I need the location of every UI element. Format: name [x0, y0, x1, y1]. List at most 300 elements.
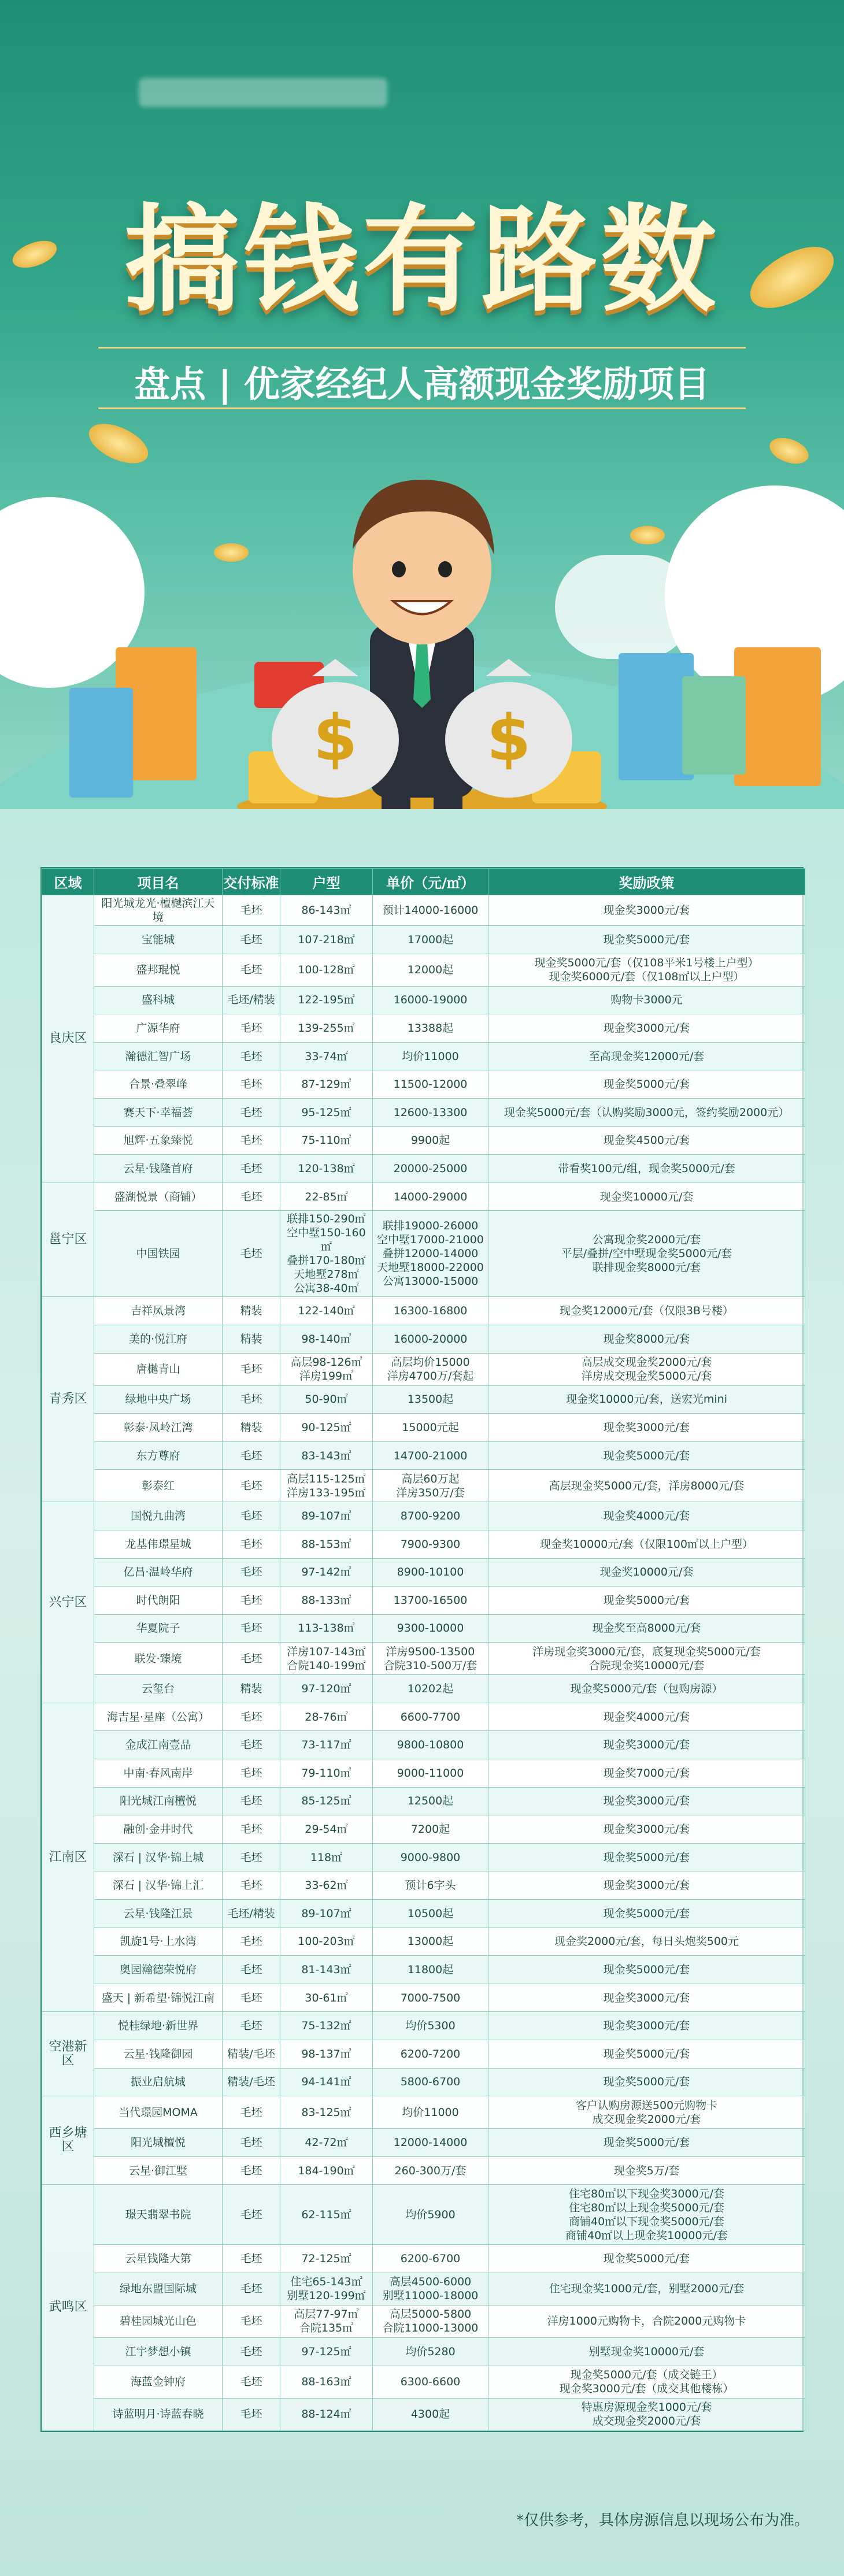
table-cell: 20000-25000	[373, 1155, 488, 1183]
table-cell: 13388起	[373, 1014, 488, 1043]
table-cell: 毛坯/精装	[223, 1900, 280, 1928]
table-cell: 现金奖5000元/套	[488, 1843, 805, 1871]
table-cell: 100-203㎡	[280, 1928, 373, 1956]
table-cell: 7900-9300	[373, 1530, 488, 1558]
table-cell: 联发·臻境	[94, 1643, 223, 1675]
table-cell: 毛坯	[223, 1759, 280, 1788]
district-cell: 空港新区	[42, 2012, 94, 2096]
table-row	[42, 1014, 805, 1043]
table-cell: 毛坯	[223, 2012, 280, 2040]
table-row	[42, 2273, 805, 2305]
column-header: 户型	[280, 869, 373, 895]
table-cell: 毛坯	[223, 1614, 280, 1643]
table-cell: 95-125㎡	[280, 1098, 373, 1126]
table-cell: 振业启航城	[94, 2068, 223, 2096]
table-cell: 精装/毛坯	[223, 2068, 280, 2096]
table-row	[42, 1759, 805, 1788]
table-cell: 现金奖3000元/套	[488, 895, 805, 926]
table-cell: 5800-6700	[373, 2068, 488, 2096]
table-cell: 88-124㎡	[280, 2398, 373, 2430]
table-row	[42, 1126, 805, 1155]
table-cell: 毛坯	[223, 895, 280, 926]
table-cell: 联排19000-26000 空中墅17000-21000 叠拼12000-14000 天地墅18000-22000 公寓13000-15000	[373, 1211, 488, 1297]
table-row	[42, 1414, 805, 1442]
table-row	[42, 1900, 805, 1928]
table-row	[42, 1297, 805, 1325]
table-cell: 吉祥凤景湾	[94, 1297, 223, 1325]
table-cell: 亿昌·温岭华府	[94, 1558, 223, 1587]
table-cell: 14700-21000	[373, 1441, 488, 1470]
table-cell: 现金奖5000元/套	[488, 1070, 805, 1099]
district-cell: 江南区	[42, 1703, 94, 2012]
table-cell: 云玺台	[94, 1675, 223, 1703]
table-row	[42, 1787, 805, 1815]
table-cell: 至高现金奖12000元/套	[488, 1042, 805, 1070]
table-cell: 17000起	[373, 926, 488, 954]
table-cell: 云星·钱隆江景	[94, 1900, 223, 1928]
table-cell: 81-143㎡	[280, 1956, 373, 1984]
table-cell: 现金奖5000元/套（仅108平米1号楼上户型） 现金奖6000元/套（仅108㎡以上户型）	[488, 954, 805, 986]
table-cell: 阳光城檀悦	[94, 2129, 223, 2157]
table-row	[42, 2185, 805, 2245]
district-cell: 邕宁区	[42, 1183, 94, 1297]
table-cell: 毛坯	[223, 2129, 280, 2157]
column-header: 交付标准	[223, 869, 280, 895]
table-cell: 毛坯	[223, 1211, 280, 1297]
table-cell: 毛坯	[223, 2245, 280, 2273]
table-cell: 东方尊府	[94, 1441, 223, 1470]
page-title: 搞钱有路数	[124, 193, 720, 328]
table-cell: 诗蓝明月·诗蓝春晓	[94, 2398, 223, 2430]
table-cell: 72-125㎡	[280, 2245, 373, 2273]
table-cell: 精装	[223, 1325, 280, 1353]
table-cell: 均价5900	[373, 2185, 488, 2245]
table-cell: 云星·钱隆首府	[94, 1155, 223, 1183]
table-cell: 客户认购房源送500元购物卡 成交现金奖2000元/套	[488, 2096, 805, 2129]
table-cell: 83-125㎡	[280, 2096, 373, 2129]
table-cell: 33-74㎡	[280, 1042, 373, 1070]
table-cell: 唐樾青山	[94, 1353, 223, 1385]
table-cell: 现金奖3000元/套	[488, 1414, 805, 1442]
table-cell: 现金奖5000元/套	[488, 926, 805, 954]
table-row	[42, 986, 805, 1014]
table-cell: 毛坯	[223, 1155, 280, 1183]
table-cell: 118㎡	[280, 1843, 373, 1871]
table-cell: 9800-10800	[373, 1731, 488, 1759]
table-cell: 毛坯	[223, 1502, 280, 1530]
table-cell: 宝能城	[94, 926, 223, 954]
table-cell: 30-61㎡	[280, 1984, 373, 2012]
table-cell: 精装	[223, 1414, 280, 1442]
table-cell: 毛坯	[223, 1815, 280, 1844]
table-cell: 悦桂绿地·新世界	[94, 2012, 223, 2040]
table-cell: 金成江南壹品	[94, 1731, 223, 1759]
table-row	[42, 1502, 805, 1530]
table-cell: 15000元起	[373, 1414, 488, 1442]
table-cell: 毛坯	[223, 2156, 280, 2185]
page-subtitle: 盘点 | 优家经纪人高额现金奖励项目	[134, 363, 710, 405]
table-cell: 毛坯	[223, 1441, 280, 1470]
table-cell: 海吉星·星座（公寓）	[94, 1703, 223, 1731]
district-cell: 西乡塘区	[42, 2096, 94, 2185]
table-row	[42, 1843, 805, 1871]
district-cell: 武鸣区	[42, 2185, 94, 2430]
district-cell: 良庆区	[42, 895, 94, 1183]
table-cell: 精装/毛坯	[223, 2040, 280, 2069]
businessman-illustration	[0, 0, 844, 867]
hero-banner	[0, 0, 844, 867]
table-cell: 毛坯	[223, 2337, 280, 2366]
table-cell: 现金奖5000元/套	[488, 1441, 805, 1470]
table-cell: 精装	[223, 1297, 280, 1325]
table-cell: 盛湖悦景（商铺）	[94, 1183, 223, 1211]
table-cell: 均价5300	[373, 2012, 488, 2040]
table-cell: 中国铁园	[94, 1211, 223, 1297]
table-cell: 毛坯	[223, 1470, 280, 1502]
table-cell: 86-143㎡	[280, 895, 373, 926]
table-cell: 33-62㎡	[280, 1871, 373, 1900]
table-cell: 毛坯	[223, 1385, 280, 1414]
table-cell: 6600-7700	[373, 1703, 488, 1731]
table-row	[42, 1587, 805, 1615]
table-cell: 毛坯	[223, 1956, 280, 1984]
table-row	[42, 2068, 805, 2096]
table-cell: 9300-10000	[373, 1614, 488, 1643]
table-cell: 洋房现金奖3000元/套，底复现金奖5000元/套 合院现金奖10000元/套	[488, 1643, 805, 1675]
table-cell: 阳光城龙光·檀樾滨江天境	[94, 895, 223, 926]
table-cell: 12600-13300	[373, 1098, 488, 1126]
table-cell: 盛科城	[94, 986, 223, 1014]
footnote: *仅供参考，具体房源信息以现场公布为准。	[516, 2512, 809, 2529]
table-cell: 毛坯	[223, 1042, 280, 1070]
table-row	[42, 2366, 805, 2398]
table-cell: 29-54㎡	[280, 1815, 373, 1844]
table-row	[42, 1703, 805, 1731]
table-cell: 79-110㎡	[280, 1759, 373, 1788]
district-cell: 青秀区	[42, 1297, 94, 1502]
table-cell: 现金奖10000元/套	[488, 1183, 805, 1211]
table-cell: 73-117㎡	[280, 1731, 373, 1759]
table-cell: 现金奖5000元/套（包购房源）	[488, 1675, 805, 1703]
table-row	[42, 1353, 805, 1385]
table-row	[42, 2398, 805, 2430]
table-cell: 9900起	[373, 1126, 488, 1155]
table-row	[42, 1928, 805, 1956]
column-header: 项目名	[94, 869, 223, 895]
table-cell: 现金奖5000元/套	[488, 1900, 805, 1928]
table-row	[42, 2245, 805, 2273]
table-row	[42, 1098, 805, 1126]
table-cell: 彰泰·凤岭江湾	[94, 1414, 223, 1442]
table-cell: 旭辉·五象臻悦	[94, 1126, 223, 1155]
svg-text:$: $	[313, 701, 358, 775]
table-cell: 公寓现金奖2000元/套 平层/叠拼/空中墅现金奖5000元/套 联排现金奖8000元/套	[488, 1211, 805, 1297]
table-cell: 现金奖10000元/套，送宏光mini	[488, 1385, 805, 1414]
table-cell: 住宅65-143㎡ 别墅120-199㎡	[280, 2273, 373, 2305]
table-row	[42, 1183, 805, 1211]
table-cell: 江宇梦想小镇	[94, 2337, 223, 2366]
table-cell: 50-90㎡	[280, 1385, 373, 1414]
table-cell: 7000-7500	[373, 1984, 488, 2012]
table-cell: 28-76㎡	[280, 1703, 373, 1731]
table-cell: 120-138㎡	[280, 1155, 373, 1183]
table-cell: 龙基伟璟星城	[94, 1530, 223, 1558]
table-row	[42, 2156, 805, 2185]
table-cell: 260-300万/套	[373, 2156, 488, 2185]
table-cell: 98-140㎡	[280, 1325, 373, 1353]
table-cell: 彰泰红	[94, 1470, 223, 1502]
table-row	[42, 2305, 805, 2337]
table-cell: 89-107㎡	[280, 1502, 373, 1530]
table-cell: 毛坯	[223, 1984, 280, 2012]
table-cell: 深石 | 汉华·锦上城	[94, 1843, 223, 1871]
table-cell: 现金奖10000元/套（仅限100㎡以上户型）	[488, 1530, 805, 1558]
table-cell: 10500起	[373, 1900, 488, 1928]
table-cell: 毛坯	[223, 1558, 280, 1587]
table-cell: 毛坯	[223, 1070, 280, 1099]
table-cell: 10202起	[373, 1675, 488, 1703]
table-cell: 深石 | 汉华·锦上汇	[94, 1871, 223, 1900]
table-cell: 均价11000	[373, 2096, 488, 2129]
table-cell: 住宅80㎡以下现金奖3000元/套 住宅80㎡以上现金奖5000元/套 商铺40㎡以下现金奖5000元/套 商铺40㎡以上现金奖10000元/套	[488, 2185, 805, 2245]
table-cell: 现金奖3000元/套	[488, 1731, 805, 1759]
table-cell: 98-137㎡	[280, 2040, 373, 2069]
table-row	[42, 1385, 805, 1414]
table-row	[42, 2129, 805, 2157]
table-row	[42, 1470, 805, 1502]
table-cell: 16300-16800	[373, 1297, 488, 1325]
table-header-row	[42, 869, 805, 895]
table-cell: 毛坯	[223, 2096, 280, 2129]
table-cell: 现金奖5000元/套（成交链王） 现金奖3000元/套（成交其他楼栋）	[488, 2366, 805, 2398]
table-cell: 97-142㎡	[280, 1558, 373, 1587]
svg-text:$: $	[486, 701, 531, 775]
table-cell: 毛坯	[223, 2273, 280, 2305]
table-cell: 特惠房源现金奖1000元/套 成交现金奖2000元/套	[488, 2398, 805, 2430]
table-cell: 现金奖3000元/套	[488, 1014, 805, 1043]
table-cell: 国悦九曲湾	[94, 1502, 223, 1530]
table-cell: 毛坯	[223, 954, 280, 986]
table-cell: 高层115-125㎡ 洋房133-195㎡	[280, 1470, 373, 1502]
table-cell: 高层均价15000 洋房4700万/套起	[373, 1353, 488, 1385]
table-cell: 现金奖3000元/套	[488, 1787, 805, 1815]
table-cell: 高层60万起 洋房350万/套	[373, 1470, 488, 1502]
table-cell: 高层77-97㎡ 合院135㎡	[280, 2305, 373, 2337]
table-cell: 75-132㎡	[280, 2012, 373, 2040]
table-cell: 139-255㎡	[280, 1014, 373, 1043]
table-cell: 毛坯	[223, 2398, 280, 2430]
table-row	[42, 1614, 805, 1643]
table-cell: 毛坯	[223, 1587, 280, 1615]
table-row	[42, 1070, 805, 1099]
table-cell: 高层5000-5800 合院11000-13000	[373, 2305, 488, 2337]
table-row	[42, 1530, 805, 1558]
table-cell: 现金奖3000元/套	[488, 1871, 805, 1900]
table-cell: 4300起	[373, 2398, 488, 2430]
table-cell: 住宅现金奖1000元/套，别墅2000元/套	[488, 2273, 805, 2305]
project-table	[40, 867, 804, 2432]
table-cell: 113-138㎡	[280, 1614, 373, 1643]
table-cell: 毛坯	[223, 2185, 280, 2245]
table-row	[42, 2337, 805, 2366]
table-cell: 97-125㎡	[280, 2337, 373, 2366]
table-cell: 云星钱隆大第	[94, 2245, 223, 2273]
table-cell: 高层成交现金奖2000元/套 洋房成交现金奖5000元/套	[488, 1353, 805, 1385]
table-row	[42, 1815, 805, 1844]
table-cell: 购物卡3000元	[488, 986, 805, 1014]
table-cell: 毛坯/精装	[223, 986, 280, 1014]
column-header: 单价（元/㎡）	[373, 869, 488, 895]
table-cell: 16000-20000	[373, 1325, 488, 1353]
table-cell: 毛坯	[223, 1703, 280, 1731]
table-cell: 均价5280	[373, 2337, 488, 2366]
table-cell: 62-115㎡	[280, 2185, 373, 2245]
table-row	[42, 1984, 805, 2012]
column-header: 区域	[42, 869, 94, 895]
table-cell: 现金奖至高8000元/套	[488, 1614, 805, 1643]
table-cell: 洋房1000元购物卡，合院2000元购物卡	[488, 2305, 805, 2337]
table-cell: 现金奖5000元/套	[488, 2068, 805, 2096]
table-cell: 联排150-290㎡ 空中墅150-160㎡ 叠拼170-180㎡ 天地墅278㎡ 公寓38-40㎡	[280, 1211, 373, 1297]
table-row	[42, 1731, 805, 1759]
table-cell: 11800起	[373, 1956, 488, 1984]
table-cell: 别墅现金奖10000元/套	[488, 2337, 805, 2366]
table-cell: 高层4500-6000 别墅11000-18000	[373, 2273, 488, 2305]
table-cell: 毛坯	[223, 1098, 280, 1126]
table-cell: 现金奖3000元/套	[488, 1815, 805, 1844]
table-cell: 华夏院子	[94, 1614, 223, 1643]
table-cell: 洋房9500-13500 合院310-500万/套	[373, 1643, 488, 1675]
table-cell: 凯旋1号·上水湾	[94, 1928, 223, 1956]
table-row	[42, 1211, 805, 1297]
table-cell: 83-143㎡	[280, 1441, 373, 1470]
table-cell: 毛坯	[223, 1530, 280, 1558]
table-cell: 美的·悦江府	[94, 1325, 223, 1353]
table-cell: 现金奖5000元/套	[488, 2245, 805, 2273]
table-cell: 盛天 | 新希望·锦悦江南	[94, 1984, 223, 2012]
table-body	[42, 895, 805, 2431]
table-cell: 精装	[223, 1675, 280, 1703]
table-row	[42, 2012, 805, 2040]
table-cell: 赛天下·幸福荟	[94, 1098, 223, 1126]
table-cell: 现金奖5000元/套（认购奖励3000元，签约奖励2000元）	[488, 1098, 805, 1126]
table-cell: 高层现金奖5000元/套，洋房8000元/套	[488, 1470, 805, 1502]
table-row	[42, 1155, 805, 1183]
table-cell: 云星·钱隆御园	[94, 2040, 223, 2069]
table-row	[42, 2040, 805, 2069]
table-cell: 现金奖10000元/套	[488, 1558, 805, 1587]
table-row	[42, 1956, 805, 1984]
district-cell: 兴宁区	[42, 1502, 94, 1703]
table-cell: 6200-6700	[373, 2245, 488, 2273]
table-cell: 16000-19000	[373, 986, 488, 1014]
table-row	[42, 1325, 805, 1353]
table-cell: 阳光城江南檀悦	[94, 1787, 223, 1815]
table-cell: 毛坯	[223, 2305, 280, 2337]
table-row	[42, 1675, 805, 1703]
table-cell: 高层98-126㎡ 洋房199㎡	[280, 1353, 373, 1385]
table-cell: 6200-7200	[373, 2040, 488, 2069]
table-cell: 87-129㎡	[280, 1070, 373, 1099]
table-cell: 85-125㎡	[280, 1787, 373, 1815]
table-cell: 璟天翡翠书院	[94, 2185, 223, 2245]
table-cell: 绿地中央广场	[94, 1385, 223, 1414]
table-cell: 毛坯	[223, 1871, 280, 1900]
table-cell: 184-190㎡	[280, 2156, 373, 2185]
column-header: 奖励政策	[488, 869, 805, 895]
table-cell: 毛坯	[223, 1787, 280, 1815]
table-cell: 12000起	[373, 954, 488, 986]
table-cell: 90-125㎡	[280, 1414, 373, 1442]
table-cell: 瀚德汇智广场	[94, 1042, 223, 1070]
table-cell: 海蓝金钟府	[94, 2366, 223, 2398]
table-row	[42, 1871, 805, 1900]
table-row	[42, 1441, 805, 1470]
table-cell: 97-120㎡	[280, 1675, 373, 1703]
table-cell: 毛坯	[223, 1183, 280, 1211]
table-cell: 13500起	[373, 1385, 488, 1414]
table-cell: 现金奖7000元/套	[488, 1759, 805, 1788]
table-cell: 毛坯	[223, 1731, 280, 1759]
table-row	[42, 1643, 805, 1675]
table-row	[42, 1558, 805, 1587]
table-row	[42, 954, 805, 986]
table-cell: 7200起	[373, 1815, 488, 1844]
table-cell: 奥园瀚德荣悦府	[94, 1956, 223, 1984]
table-row	[42, 1042, 805, 1070]
table-cell: 毛坯	[223, 1353, 280, 1385]
reward-table	[42, 868, 805, 2431]
table-cell: 现金奖5000元/套	[488, 2129, 805, 2157]
table-row	[42, 926, 805, 954]
table-cell: 14000-29000	[373, 1183, 488, 1211]
table-row	[42, 2096, 805, 2129]
table-cell: 42-72㎡	[280, 2129, 373, 2157]
table-cell: 洋房107-143㎡ 合院140-199㎡	[280, 1643, 373, 1675]
table-cell: 现金奖5000元/套	[488, 2040, 805, 2069]
table-cell: 75-110㎡	[280, 1126, 373, 1155]
table-cell: 预计14000-16000	[373, 895, 488, 926]
table-cell: 9000-9800	[373, 1843, 488, 1871]
table-cell: 122-195㎡	[280, 986, 373, 1014]
table-cell: 毛坯	[223, 926, 280, 954]
table-cell: 毛坯	[223, 1014, 280, 1043]
table-cell: 22-85㎡	[280, 1183, 373, 1211]
table-cell: 94-141㎡	[280, 2068, 373, 2096]
table-cell: 均价11000	[373, 1042, 488, 1070]
table-cell: 毛坯	[223, 1126, 280, 1155]
table-cell: 8700-9200	[373, 1502, 488, 1530]
table-cell: 毛坯	[223, 1843, 280, 1871]
table-cell: 11500-12000	[373, 1070, 488, 1099]
table-cell: 13000起	[373, 1928, 488, 1956]
table-cell: 12000-14000	[373, 2129, 488, 2157]
table-cell: 现金奖4000元/套	[488, 1502, 805, 1530]
table-cell: 13700-16500	[373, 1587, 488, 1615]
table-cell: 现金奖12000元/套（仅限3B号楼）	[488, 1297, 805, 1325]
table-cell: 毛坯	[223, 1643, 280, 1675]
table-cell: 融创·金井时代	[94, 1815, 223, 1844]
table-cell: 122-140㎡	[280, 1297, 373, 1325]
table-cell: 当代璟园MOMA	[94, 2096, 223, 2129]
table-cell: 6300-6600	[373, 2366, 488, 2398]
table-cell: 88-163㎡	[280, 2366, 373, 2398]
table-cell: 现金奖5000元/套	[488, 1587, 805, 1615]
table-cell: 现金奖5000元/套	[488, 1956, 805, 1984]
table-cell: 现金奖3000元/套	[488, 1984, 805, 2012]
table-cell: 现金奖3000元/套	[488, 2012, 805, 2040]
table-cell: 预计6字头	[373, 1871, 488, 1900]
